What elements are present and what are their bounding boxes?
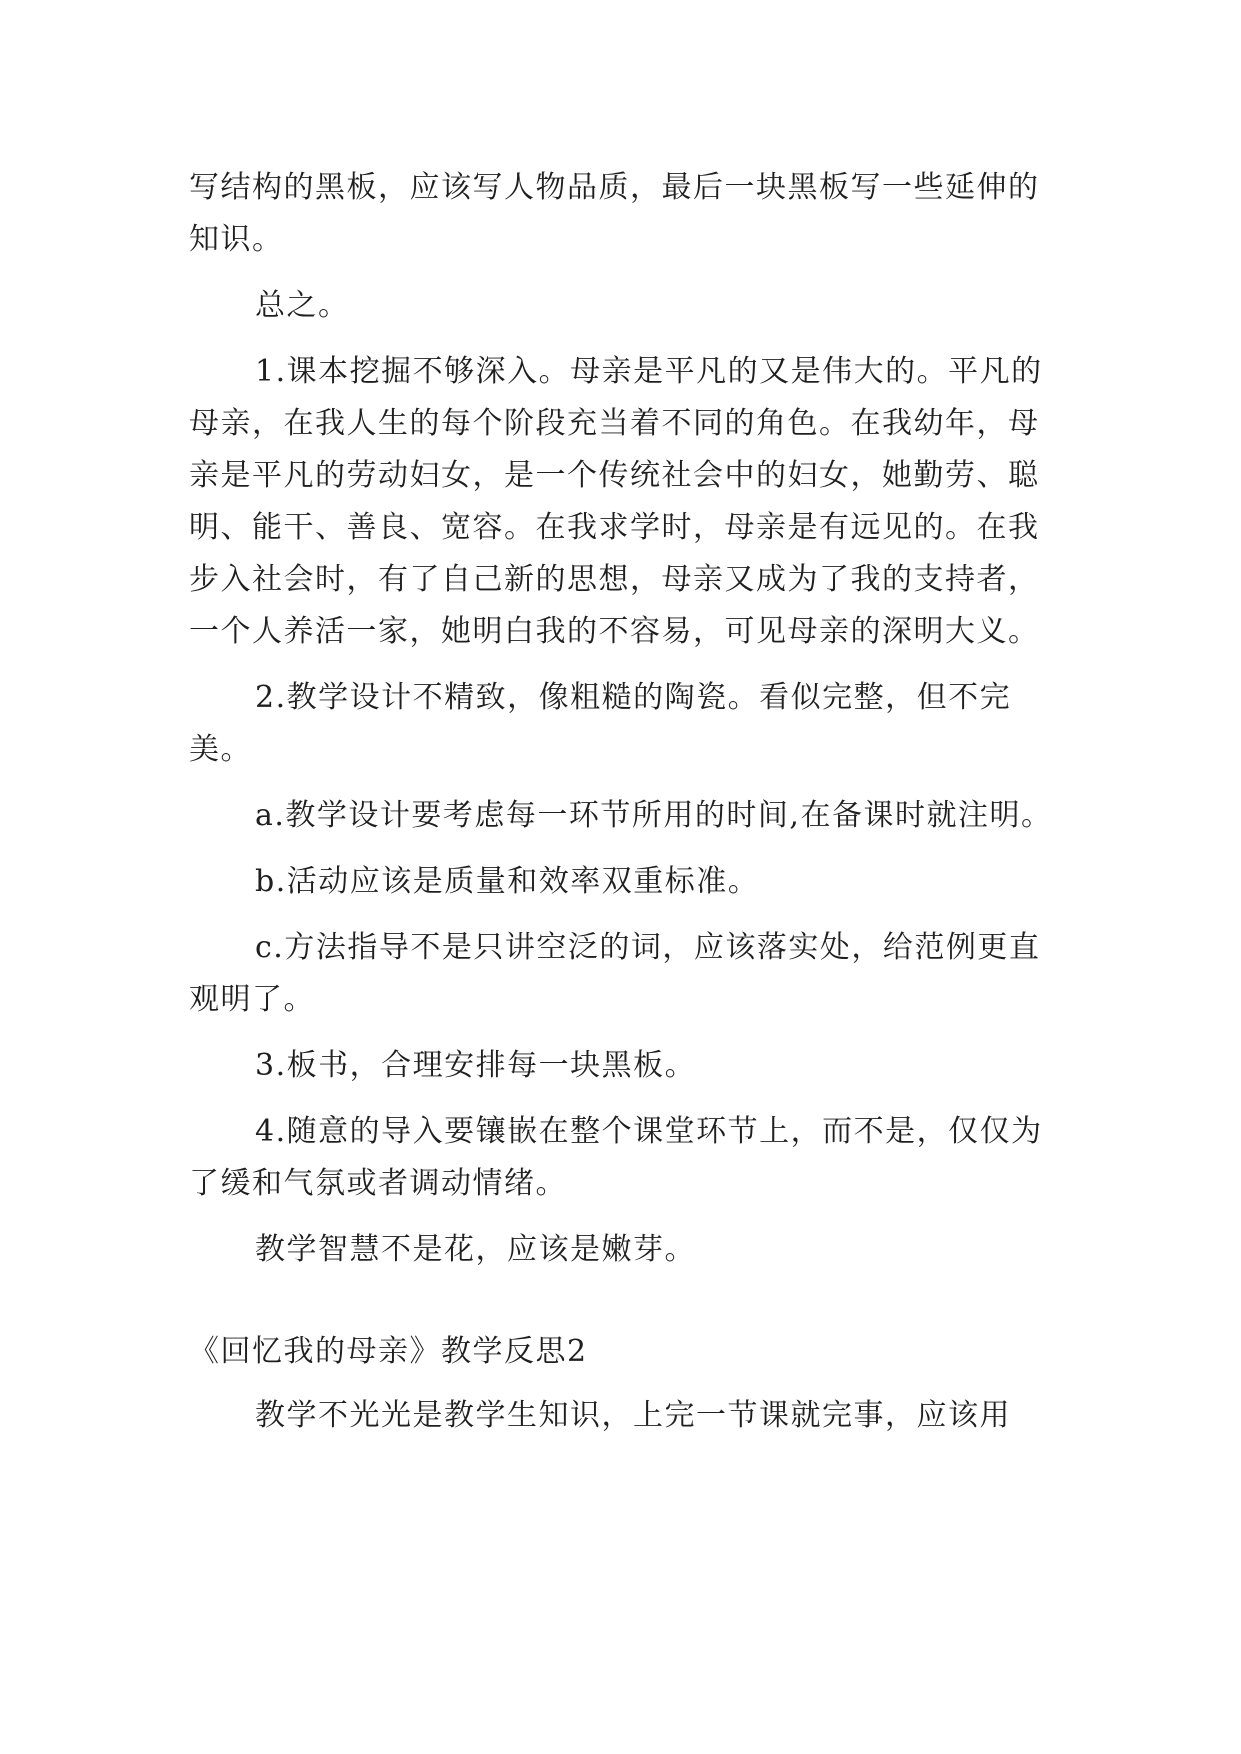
paragraph-point-2c: c.方法指导不是只讲空泛的词，应该落实处，给范例更直观明了。 [189, 930, 1041, 1017]
paragraph-point-2b: b.活动应该是质量和效率双重标准。 [255, 864, 760, 899]
document-body [189, 162, 1069, 1456]
paragraph-point-4: 4.随意的导入要镶嵌在整个课堂环节上，而不是，仅仅为了缓和气氛或者调动情绪。 [189, 1114, 1043, 1201]
paragraph-conclusion: 教学智慧不是花，应该是嫩芽。 [255, 1232, 696, 1267]
paragraph-point-2: 2.教学设计不精致，像粗糙的陶瓷。看似完整，但不完美。 [189, 680, 1012, 767]
section-title: 《回忆我的母亲》教学反思2 [189, 1334, 588, 1369]
paragraph-point-3: 3.板书，合理安排每一块黑板。 [255, 1048, 697, 1083]
paragraph-summary: 总之。 [255, 288, 350, 323]
paragraph-continuation: 写结构的黑板，应该写人物品质，最后一块黑板写一些延伸的知识。 [189, 170, 1040, 257]
paragraph-point-2a: a.教学设计要考虑每一环节所用的时间,在备课时就注明。 [255, 798, 1053, 833]
section-paragraph: 教学不光光是教学生知识，上完一节课就完事，应该用 [255, 1398, 1011, 1433]
paragraph-point-1: 1.课本挖掘不够深入。母亲是平凡的又是伟大的。平凡的母亲，在我人生的每个阶段充当着不同的角色。在我幼年，母亲是平凡的劳动妇女，是一个传统社会中的妇女，她勤劳、聪明、能干、善良、宽容。在我求学时，母亲是有远见的。在我步入社会时，有了自己新的思想，母亲又成为了我的支持者，一个人养活一家，她明白我的不容易，可见母亲的深明大义。 [189, 354, 1043, 649]
